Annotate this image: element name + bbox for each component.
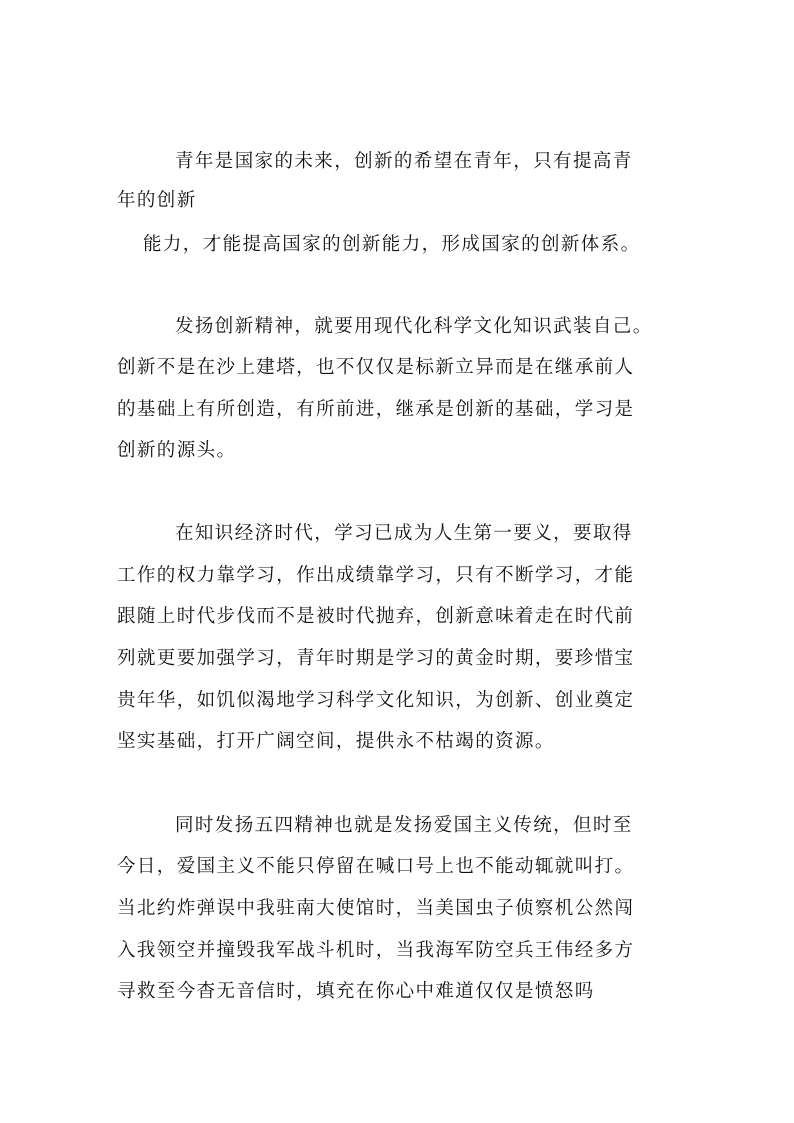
paragraph-2-line-2: 创新不是在沙上建塔，也不仅仅是标新立异而是在继承前人 xyxy=(117,357,635,378)
paragraph-4-line-5: 寻救至今杳无音信时，填充在你心中难道仅仅是愤怒吗 xyxy=(117,981,595,1002)
paragraph-3-line-3: 跟随上时代步伐而不是被时代抛弃，创新意味着走在时代前 xyxy=(117,606,635,627)
paragraph-1-line-2: 年的创新 xyxy=(117,190,197,211)
paragraph-4-line-1: 同时发扬五四精神也就是发扬爱国主义传统，但时至 xyxy=(175,815,633,836)
paragraph-2-line-1: 发扬创新精神，就要用现代化科学文化知识武装自己。 xyxy=(175,316,653,337)
paragraph-3-line-2: 工作的权力靠学习，作出成绩靠学习，只有不断学习，才能 xyxy=(117,565,635,586)
paragraph-1-line-1: 青年是国家的未来，创新的希望在青年，只有提高青 xyxy=(175,151,633,172)
paragraph-2-line-4: 创新的源头。 xyxy=(117,440,237,461)
paragraph-4-line-2: 今日，爱国主义不能只停留在喊口号上也不能动辄就叫打。 xyxy=(117,856,635,877)
paragraph-3-line-4: 列就更要加强学习，青年时期是学习的黄金时期，要珍惜宝 xyxy=(117,648,635,669)
paragraph-4-line-3: 当北约炸弹误中我驻南大使馆时，当美国虫子侦察机公然闯 xyxy=(117,898,635,919)
paragraph-3-line-6: 坚实基础，打开广阔空间，提供永不枯竭的资源。 xyxy=(117,731,555,752)
paragraph-3-line-5: 贵年华，如饥似渴地学习科学文化知识，为创新、创业奠定 xyxy=(117,690,635,711)
paragraph-4-line-4: 入我领空并撞毁我军战斗机时，当我海军防空兵王伟经多方 xyxy=(117,940,635,961)
paragraph-3-line-1: 在知识经济时代，学习已成为人生第一要义，要取得 xyxy=(175,523,633,544)
paragraph-1-line-3: 能力，才能提高国家的创新能力，形成国家的创新体系。 xyxy=(143,234,641,255)
paragraph-2-line-3: 的基础上有所创造，有所前进，继承是创新的基础，学习是 xyxy=(117,399,635,420)
